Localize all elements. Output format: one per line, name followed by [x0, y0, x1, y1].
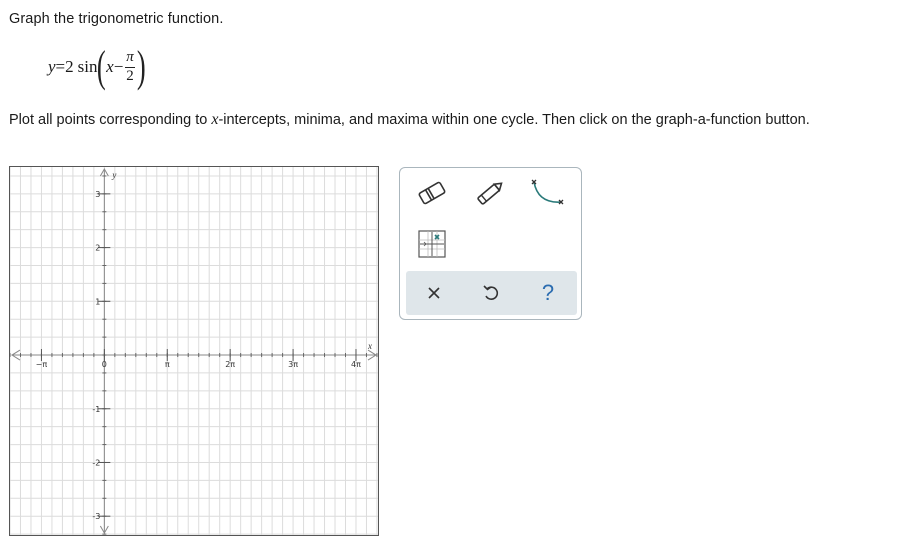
equation: [48, 44, 145, 90]
y-axis-label: y: [112, 170, 117, 180]
right-paren: ): [136, 42, 146, 91]
equation-minus: −: [113, 57, 124, 76]
clear-button[interactable]: [416, 279, 452, 307]
curve-tool-button[interactable]: [528, 176, 568, 210]
graph-toolbar: [399, 167, 582, 320]
equation-func: sin: [77, 57, 98, 76]
help-button[interactable]: ?: [541, 280, 555, 305]
undo-icon: [481, 283, 501, 303]
y-tick-label: 3: [95, 189, 101, 199]
x-tick-label: π: [164, 360, 170, 370]
instructions-before: Plot all points corresponding to: [9, 112, 212, 128]
graph-function-icon: [418, 230, 446, 258]
left-paren: (: [97, 42, 107, 91]
equation-fraction: [125, 50, 135, 85]
graph-canvas[interactable]: [9, 166, 379, 536]
y-tick-label: -1: [92, 404, 101, 414]
eraser-tool-button[interactable]: [412, 176, 452, 210]
x-tick-label: −π: [35, 360, 48, 370]
undo-button[interactable]: [473, 279, 509, 307]
x-tick-label: 0: [101, 360, 107, 370]
action-bar: [406, 271, 577, 315]
x-axis-label: x: [368, 341, 372, 352]
curve-icon: [530, 178, 566, 208]
fraction-denominator: 2: [126, 67, 134, 84]
x-tick-label: 2π: [225, 360, 236, 370]
y-tick-label: 1: [95, 297, 101, 307]
question-title: Graph the trigonometric function.: [9, 11, 224, 27]
x-tick-label: 4π: [351, 360, 361, 370]
y-tick-label: 2: [95, 243, 101, 253]
y-tick-label: -2: [92, 458, 101, 468]
fraction-numerator: π: [125, 50, 135, 68]
equation-inner-var: x: [106, 57, 114, 76]
instructions-var: x: [211, 111, 219, 128]
pencil-icon: [473, 178, 507, 208]
x-tick-label: 3π: [288, 360, 299, 370]
eraser-icon: [415, 179, 449, 207]
y-tick-label: -3: [92, 512, 101, 522]
instructions: [9, 111, 810, 129]
equation-lhs: y: [48, 57, 56, 76]
graph-function-button[interactable]: [416, 228, 448, 260]
pencil-tool-button[interactable]: [470, 176, 510, 210]
equation-equals: =2: [55, 57, 74, 76]
close-icon: [426, 285, 442, 301]
instructions-after: -intercepts, minima, and maxima within one cycle. Then click on the graph-a-function button.: [218, 112, 810, 128]
graph-svg[interactable]: [10, 167, 378, 535]
